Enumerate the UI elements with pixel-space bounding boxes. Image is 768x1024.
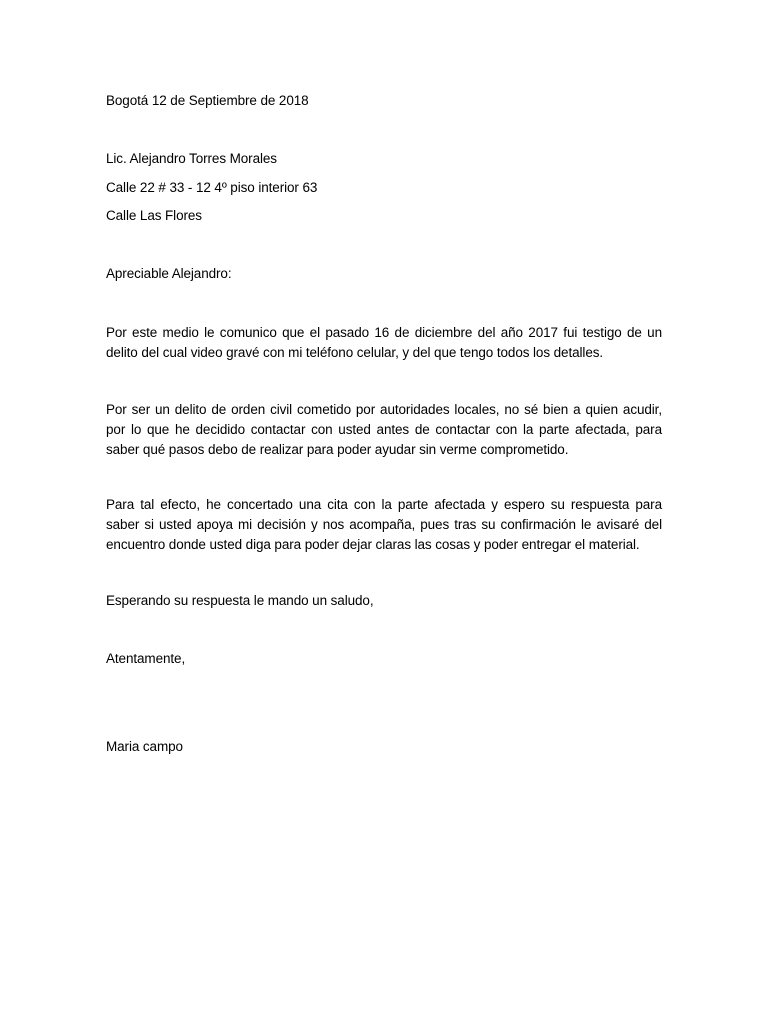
sign-off: Atentamente, [106,651,186,666]
body-paragraph-2: Por ser un delito de orden civil cometido por autoridades locales, no sé bien a quien acudir, por lo que he decidido contactar con usted antes de contactar con la parte afectada, para saber qué pasos debo de realizar para poder ayudar sin verme comprometido. [106,402,662,457]
signature-name: Maria campo [106,739,183,754]
date-line: Bogotá 12 de Septiembre de 2018 [106,93,309,108]
address-line-2: Calle Las Flores [106,208,202,223]
address-line-1: Calle 22 # 33 - 12 4º piso interior 63 [106,180,318,195]
closing-line: Esperando su respuesta le mando un saludo, [106,593,374,608]
recipient-name: Lic. Alejandro Torres Morales [106,151,277,166]
body-paragraph-3: Para tal efecto, he concertado una cita con la parte afectada y espero su respuesta para saber si usted apoya mi decisión y nos acompaña, pues tras su confirmación le avisaré del encuentro donde usted diga para poder dejar claras las cosas y poder entregar el material. [106,497,662,552]
body-paragraph-1: Por este medio le comunico que el pasado 16 de diciembre del año 2017 fui testigo de un delito del cual video gravé con mi teléfono celular, y del que tengo todos los detalles. [106,325,662,360]
salutation: Apreciable Alejandro: [106,266,232,281]
